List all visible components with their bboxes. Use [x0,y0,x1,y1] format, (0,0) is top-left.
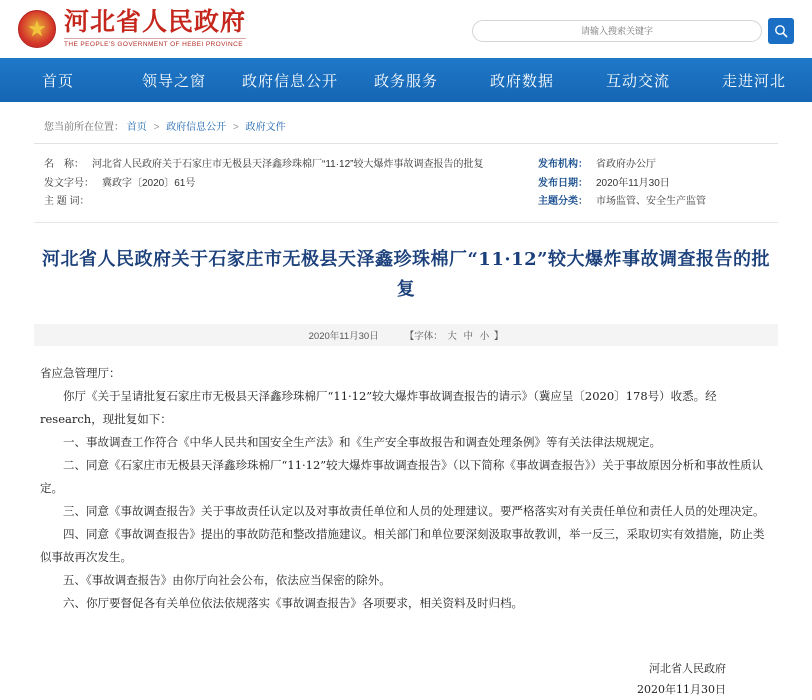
site-title-cn: 河北省人民政府 [64,7,247,37]
document-date: 2020年11月30日 [308,330,379,342]
meta-row-publisher [538,156,768,175]
signature-org: 河北省人民政府 [649,661,726,675]
document-salutation: 省应急管理厅： [40,365,121,380]
search-icon [774,24,788,38]
meta-label-name: 名 称： [44,159,84,170]
fontsize-large-button[interactable]: 大 [447,330,457,342]
meta-label-publisher: 发布机构： [538,159,588,170]
nav-item-gov-data[interactable]: 政府数据 [489,71,554,90]
site-title [64,9,246,49]
fontsize-medium-button[interactable]: 中 [463,330,474,342]
meta-label-doc-number: 发文字号： [44,177,94,189]
meta-row-keywords [44,193,538,212]
breadcrumb [34,102,778,144]
fontsize-label-end: 】 [493,330,504,342]
document-paragraph-1: 一、事故调查工作符合《中华人民共和国安全生产法》和《生产安全事故报告和调查处理条例》等有关法律法规规定。 [63,434,661,449]
fontsize-control [405,328,504,342]
fontsize-small-button[interactable]: 小 [479,330,490,342]
meta-row-category [538,193,768,212]
search-button[interactable] [768,18,794,44]
document-paragraph-3: 三、同意《事故调查报告》关于事故责任认定以及对事故责任单位和人员的处理建议。要严格落实对有关责任单位和责任人员的处理决定。 [63,503,765,518]
main-nav [0,58,812,102]
meta-value-publish-date: 2020年11月30日 [596,177,670,189]
breadcrumb-prefix: 您当前所在位置： [44,122,124,133]
meta-value-doc-number: 冀政字〔2020〕61号 [102,177,196,189]
nav-item-leaders[interactable]: 领导之窗 [141,71,206,90]
breadcrumb-separator-1: > [153,122,160,133]
breadcrumb-item-home[interactable]: 首页 [126,122,147,133]
fontsize-label: 【字体： [404,330,443,342]
search-box[interactable] [472,20,762,42]
site-header [0,0,812,58]
meta-label-keywords: 主 题 词： [44,196,90,207]
meta-value-publisher: 省政府办公厅 [596,159,656,170]
document-meta-right [538,156,768,212]
document-signature [34,659,778,700]
nav-item-gov-info-disclosure[interactable]: 政府信息公开 [241,71,338,90]
breadcrumb-item-gov-documents[interactable]: 政府文件 [245,122,286,133]
search-input[interactable] [483,25,751,37]
national-emblem-icon [18,10,56,48]
nav-item-interaction[interactable]: 互动交流 [605,71,670,90]
nav-item-about-hebei[interactable]: 走进河北 [721,71,786,90]
site-title-en: THE PEOPLE'S GOVERNMENT OF HEBEI PROVINCE [64,38,246,49]
meta-label-category: 主题分类： [538,196,588,207]
breadcrumb-item-gov-info-disclosure[interactable]: 政府信息公开 [166,122,227,133]
document-paragraph-5: 五、《事故调查报告》由你厅向社会公布，依法应当保密的除外。 [63,572,391,587]
meta-row-publish-date [538,175,768,194]
document-meta [34,144,778,223]
breadcrumb-separator-2: > [232,122,239,133]
document-paragraph-0: 你厅《关于呈请批复石家庄市无极县天泽鑫珍珠棉厂“11·12”较大爆炸事故调查报告的请示》（冀应呈〔2020〕178号）收悉。经research，现批复如下： [40,388,717,426]
meta-value-category: 市场监管、安全生产监管 [596,196,706,207]
signature-date: 2020年11月30日 [637,682,726,696]
document-paragraph-2: 二、同意《石家庄市无极县天泽鑫珍珠棉厂“11·12”较大爆炸事故调查报告》（以下简称《事故调查报告》）关于事故原因分析和事故性质认定。 [40,457,764,495]
document-body [34,346,778,615]
nav-item-home[interactable]: 首页 [41,71,74,90]
document-meta-left [44,156,538,212]
document-paragraph-6: 六、你厅要督促各有关单位依法依规落实《事故调查报告》各项要求，相关资料及时归档。 [63,595,523,610]
meta-row-doc-number [44,175,538,194]
meta-label-publish-date: 发布日期： [538,177,588,189]
meta-row-name [44,156,538,175]
page-content [0,102,812,700]
meta-value-name: 河北省人民政府关于石家庄市无极县天泽鑫珍珠棉厂“11·12”较大爆炸事故调查报告的批复 [92,159,484,170]
nav-item-gov-services[interactable]: 政务服务 [373,71,438,90]
page-title: 河北省人民政府关于石家庄市无极县天泽鑫珍珠棉厂“11·12”较大爆炸事故调查报告的批复 [41,248,771,301]
document-subbar [34,324,778,346]
site-logo[interactable] [18,9,246,49]
document-paragraph-4: 四、同意《事故调查报告》提出的事故防范和整改措施建议。相关部门和单位要深刻汲取事故教训，举一反三，采取切实有效措施，防止类似事故再次发生。 [40,526,765,564]
search-area [472,18,794,44]
